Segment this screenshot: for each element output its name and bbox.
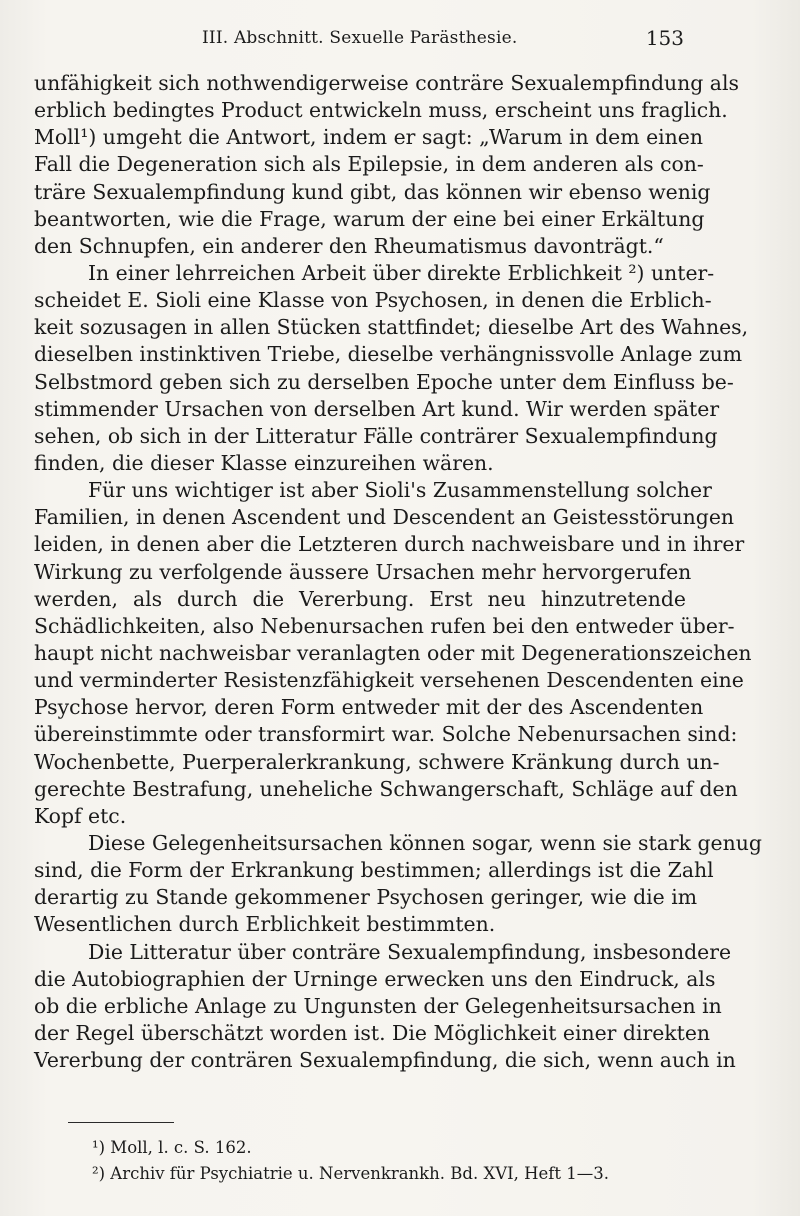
text-line: Familien, in denen Ascendent und Descendent an Geistesstörungen xyxy=(34,505,735,530)
text-line: Psychose hervor, deren Form entweder mit der des Ascendenten xyxy=(34,695,704,720)
running-head: III. Abschnitt. Sexuelle Parästhesie. xyxy=(202,28,518,48)
text-line: erblich bedingtes Product entwickeln muss, erscheint uns fraglich. xyxy=(34,98,728,123)
text-line: Wirkung zu verfolgende äussere Ursachen mehr hervorgerufen xyxy=(34,559,692,584)
text-line: beantworten, wie die Frage, warum der eine bei einer Erkältung xyxy=(34,206,705,231)
text-line: ob die erbliche Anlage zu Ungunsten der Gelegenheitsursachen in xyxy=(34,993,722,1018)
footnotes xyxy=(92,1135,692,1187)
footnote-2: ²) Archiv für Psychiatrie u. Nervenkrankh. Bd. XVI, Heft 1—3. xyxy=(92,1164,610,1183)
text-line: finden, die dieser Klasse einzureihen wären. xyxy=(34,450,494,475)
text-line: Vererbung der conträren Sexualempfindung, die sich, wenn auch in xyxy=(34,1048,736,1073)
text-line: keit sozusagen in allen Stücken stattfindet; dieselbe Art des Wahnes, xyxy=(34,315,749,340)
text-line: Moll¹) umgeht die Antwort, indem er sagt: „Warum in dem einen xyxy=(34,125,703,150)
page-header xyxy=(34,28,684,58)
text-line: derartig zu Stande gekommener Psychosen geringer, wie die im xyxy=(34,885,698,910)
footnote-rule xyxy=(68,1122,174,1123)
text-line: Wochenbette, Puerperalerkrankung, schwere Kränkung durch un- xyxy=(34,749,720,774)
text-line: Fall die Degeneration sich als Epilepsie, in dem anderen als con- xyxy=(34,152,704,177)
text-line: unfähigkeit sich nothwendigerweise conträre Sexualempfindung als xyxy=(34,71,739,95)
paragraph-start-line: Diese Gelegenheitsursachen können sogar, wenn sie stark genug xyxy=(88,830,762,855)
text-line: träre Sexualempfindung kund gibt, das können wir ebenso wenig xyxy=(34,179,711,204)
text-line: Wesentlichen durch Erblichkeit bestimmten. xyxy=(34,912,496,937)
text-line: die Autobiographien der Urninge erwecken uns den Eindruck, als xyxy=(34,966,716,991)
text-line: scheidet E. Sioli eine Klasse von Psychosen, in denen die Erblich- xyxy=(34,288,712,313)
text-line: dieselben instinktiven Triebe, dieselbe verhängnissvolle Anlage zum xyxy=(34,342,743,367)
text-line: Selbstmord geben sich zu derselben Epoche unter dem Einfluss be- xyxy=(34,369,734,394)
page-number: 153 xyxy=(645,26,684,50)
text-line: sehen, ob sich in der Litteratur Fälle conträrer Sexualempfindung xyxy=(34,423,718,448)
text-line: Kopf etc. xyxy=(34,803,127,828)
text-line: leiden, in denen aber die Letzteren durch nachweisbare und in ihrer xyxy=(34,532,745,557)
text-line: übereinstimmte oder transformirt war. Solche Nebenursachen sind: xyxy=(34,722,738,747)
paragraph-start-line: Die Litteratur über conträre Sexualempfindung, insbesondere xyxy=(88,939,732,964)
text-line: werden, als durch die Vererbung. Erst neu hinzutretende xyxy=(34,586,686,611)
text-line: Schädlichkeiten, also Nebenursachen rufen bei den entweder über- xyxy=(34,613,735,638)
text-line: haupt nicht nachweisbar veranlagten oder mit Degenerationszeichen xyxy=(34,640,752,665)
footnote-1: ¹) Moll, l. c. S. 162. xyxy=(92,1138,252,1157)
text-line: stimmender Ursachen von derselben Art kund. Wir werden später xyxy=(34,396,720,421)
paragraph-start-line: In einer lehrreichen Arbeit über direkte Erblichkeit ²) unter- xyxy=(88,260,715,285)
text-line: und verminderter Resistenzfähigkeit versehenen Descendenten eine xyxy=(34,668,744,693)
text-line: sind, die Form der Erkrankung bestimmen; allerdings ist die Zahl xyxy=(34,858,714,883)
text-line: gerechte Bestrafung, uneheliche Schwangerschaft, Schläge auf den xyxy=(34,776,738,801)
text-line: der Regel überschätzt worden ist. Die Möglichkeit einer direkten xyxy=(34,1020,711,1045)
text-line: den Schnupfen, ein anderer den Rheumatismus davonträgt.“ xyxy=(34,233,664,258)
body-text xyxy=(34,70,762,1074)
paragraph-start-line: Für uns wichtiger ist aber Sioli's Zusammenstellung solcher xyxy=(88,478,712,503)
